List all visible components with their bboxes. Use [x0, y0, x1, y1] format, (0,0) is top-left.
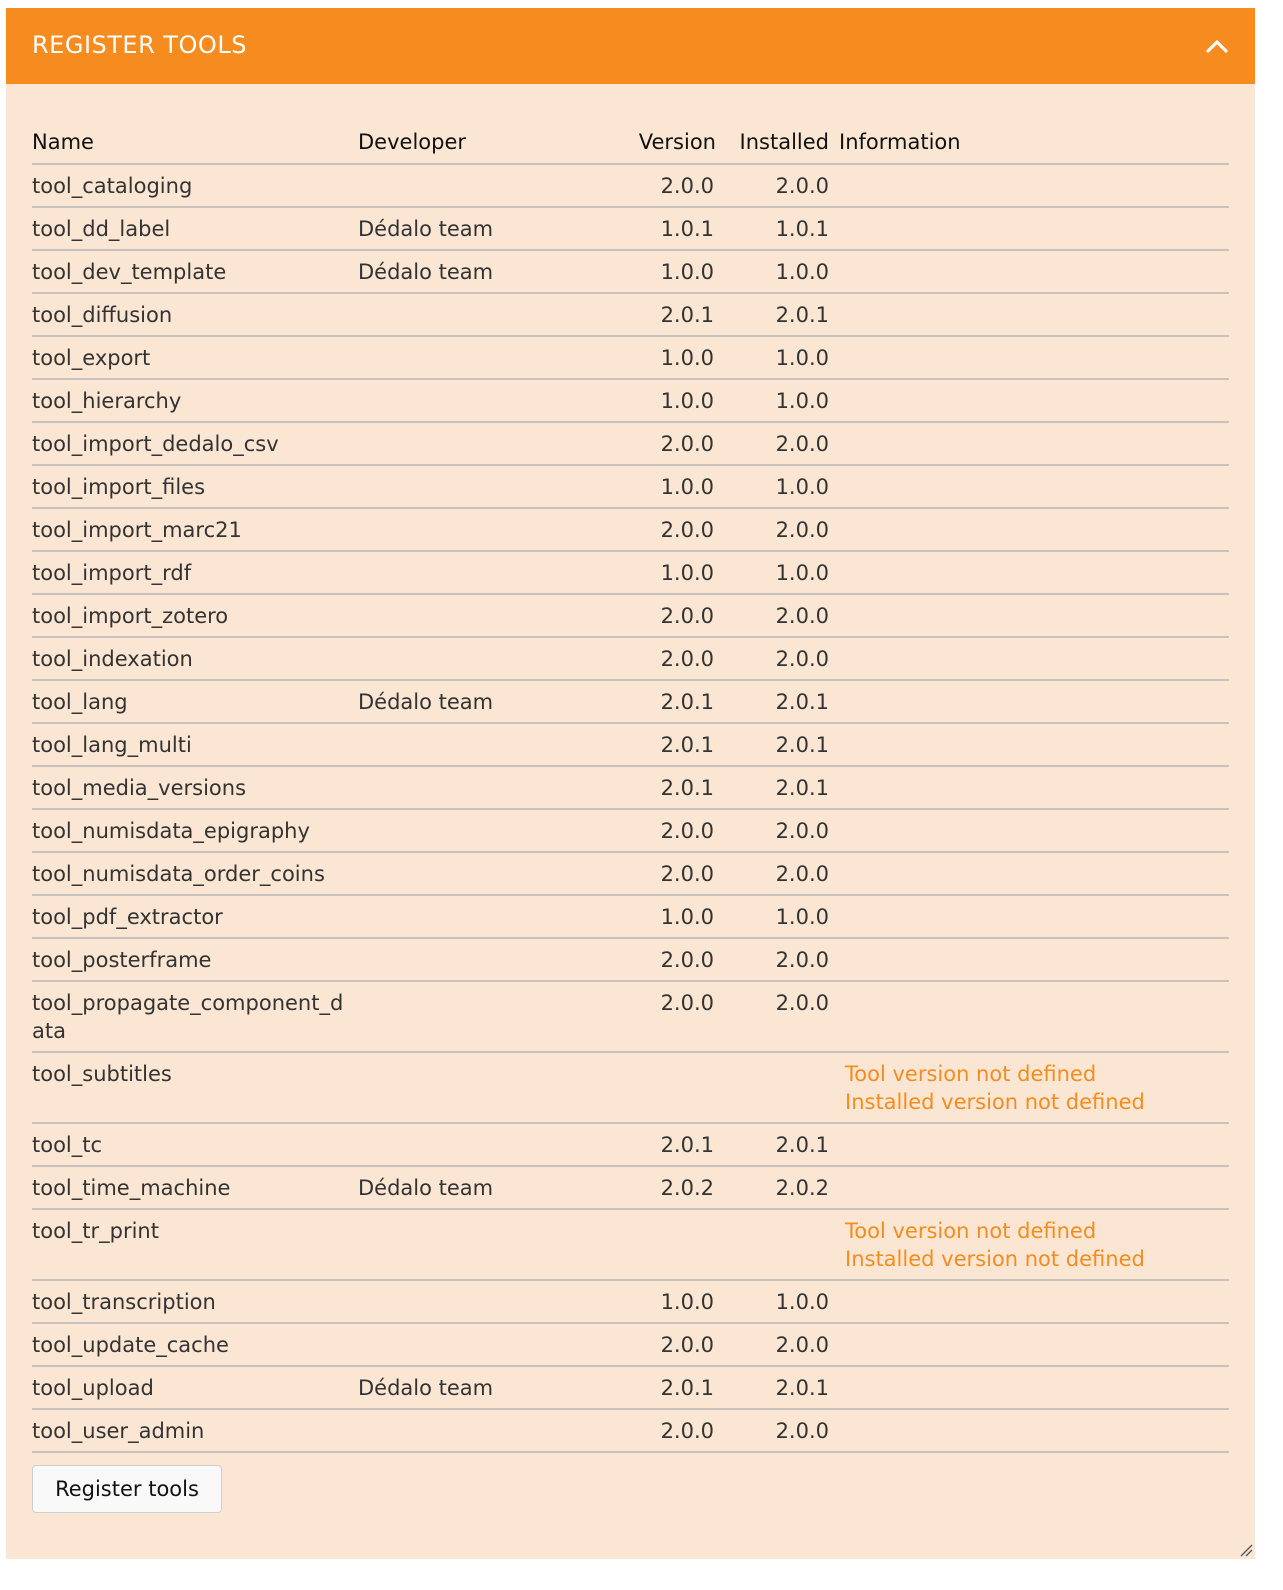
- version-cell: 2.0.0: [584, 594, 724, 637]
- warning-message: Installed version not defined: [845, 1090, 1145, 1114]
- tool-name-cell: tool_import_zotero: [32, 594, 358, 637]
- tool-name-cell: tool_update_cache: [32, 1323, 358, 1366]
- installed-version-cell: 1.0.0: [724, 1280, 839, 1323]
- resize-grip-icon[interactable]: [1239, 1543, 1253, 1557]
- tool-name-cell: tool_time_machine: [32, 1166, 358, 1209]
- installed-version-cell: [724, 1052, 839, 1123]
- tool-name-cell: tool_import_files: [32, 465, 358, 508]
- installed-version-cell: 2.0.1: [724, 680, 839, 723]
- information-cell: [839, 207, 1229, 250]
- table-row: [32, 465, 1229, 508]
- version-cell: 2.0.0: [584, 508, 724, 551]
- information-cell: [839, 895, 1229, 938]
- version-cell: 2.0.0: [584, 1323, 724, 1366]
- tool-name-cell: tool_propagate_component_data: [32, 981, 358, 1052]
- developer-cell: [358, 293, 584, 336]
- developer-cell: [358, 551, 584, 594]
- chevron-up-icon[interactable]: [1203, 32, 1231, 60]
- installed-version-cell: 2.0.0: [724, 422, 839, 465]
- information-cell: [839, 508, 1229, 551]
- installed-version-cell: 2.0.1: [724, 293, 839, 336]
- developer-cell: [358, 379, 584, 422]
- information-cell: [839, 1052, 1229, 1123]
- version-cell: 1.0.0: [584, 1280, 724, 1323]
- information-cell: [839, 852, 1229, 895]
- information-cell: [839, 938, 1229, 981]
- table-row: [32, 293, 1229, 336]
- tool-name-cell: tool_transcription: [32, 1280, 358, 1323]
- version-cell: 2.0.1: [584, 680, 724, 723]
- tools-table: [32, 120, 1229, 1453]
- version-cell: [584, 1209, 724, 1280]
- panel-title: REGISTER TOOLS: [32, 31, 247, 59]
- version-cell: 1.0.1: [584, 207, 724, 250]
- version-cell: [584, 1052, 724, 1123]
- developer-cell: Dédalo team: [358, 1366, 584, 1409]
- developer-cell: [358, 1409, 584, 1452]
- version-cell: 2.0.0: [584, 637, 724, 680]
- version-cell: 2.0.0: [584, 1409, 724, 1452]
- warning-message: Installed version not defined: [845, 1247, 1145, 1271]
- table-row: [32, 981, 1229, 1052]
- developer-cell: [358, 852, 584, 895]
- version-cell: 1.0.0: [584, 465, 724, 508]
- table-row: [32, 680, 1229, 723]
- developer-cell: [358, 164, 584, 207]
- register-tools-panel: [6, 8, 1255, 1559]
- table-row: [32, 250, 1229, 293]
- developer-cell: [358, 766, 584, 809]
- table-row: [32, 1323, 1229, 1366]
- tool-name-cell: tool_numisdata_epigraphy: [32, 809, 358, 852]
- table-row: [32, 1209, 1229, 1280]
- information-cell: [839, 1366, 1229, 1409]
- table-row: [32, 637, 1229, 680]
- version-cell: 2.0.1: [584, 1123, 724, 1166]
- developer-cell: [358, 895, 584, 938]
- installed-version-cell: 2.0.0: [724, 1323, 839, 1366]
- developer-cell: [358, 938, 584, 981]
- information-cell: [839, 336, 1229, 379]
- developer-cell: Dédalo team: [358, 1166, 584, 1209]
- installed-version-cell: 1.0.0: [724, 250, 839, 293]
- table-row: [32, 895, 1229, 938]
- version-cell: 2.0.1: [584, 293, 724, 336]
- tool-name-cell: tool_export: [32, 336, 358, 379]
- table-row: [32, 852, 1229, 895]
- table-row: [32, 379, 1229, 422]
- tool-name-cell: tool_pdf_extractor: [32, 895, 358, 938]
- installed-version-cell: 2.0.1: [724, 723, 839, 766]
- developer-cell: [358, 465, 584, 508]
- tool-name-cell: tool_posterframe: [32, 938, 358, 981]
- version-cell: 2.0.1: [584, 1366, 724, 1409]
- tool-name-cell: tool_import_rdf: [32, 551, 358, 594]
- tool-name-cell: tool_diffusion: [32, 293, 358, 336]
- tool-name-cell: tool_dd_label: [32, 207, 358, 250]
- table-row: [32, 1052, 1229, 1123]
- tool-name-cell: tool_hierarchy: [32, 379, 358, 422]
- register-tools-button[interactable]: Register tools: [32, 1465, 222, 1513]
- column-header-version: Version: [584, 120, 724, 164]
- tool-name-cell: tool_import_marc21: [32, 508, 358, 551]
- tool-name-cell: tool_tc: [32, 1123, 358, 1166]
- installed-version-cell: 2.0.0: [724, 852, 839, 895]
- information-cell: [839, 379, 1229, 422]
- table-row: [32, 1123, 1229, 1166]
- version-cell: 2.0.0: [584, 981, 724, 1052]
- developer-cell: [358, 809, 584, 852]
- table-row: [32, 1366, 1229, 1409]
- version-cell: 2.0.0: [584, 422, 724, 465]
- panel-header[interactable]: [6, 8, 1255, 84]
- version-cell: 1.0.0: [584, 551, 724, 594]
- column-header-name: Name: [32, 120, 358, 164]
- installed-version-cell: 2.0.0: [724, 164, 839, 207]
- developer-cell: [358, 1052, 584, 1123]
- table-row: [32, 207, 1229, 250]
- information-cell: [839, 809, 1229, 852]
- developer-cell: Dédalo team: [358, 207, 584, 250]
- version-cell: 1.0.0: [584, 250, 724, 293]
- table-row: [32, 336, 1229, 379]
- information-cell: [839, 551, 1229, 594]
- installed-version-cell: 2.0.0: [724, 637, 839, 680]
- table-row: [32, 422, 1229, 465]
- developer-cell: [358, 981, 584, 1052]
- tool-name-cell: tool_dev_template: [32, 250, 358, 293]
- developer-cell: Dédalo team: [358, 680, 584, 723]
- warning-message: Tool version not defined: [845, 1219, 1097, 1243]
- table-row: [32, 594, 1229, 637]
- table-row: [32, 164, 1229, 207]
- version-cell: 1.0.0: [584, 895, 724, 938]
- installed-version-cell: 2.0.0: [724, 1409, 839, 1452]
- tool-name-cell: tool_import_dedalo_csv: [32, 422, 358, 465]
- developer-cell: [358, 336, 584, 379]
- developer-cell: [358, 422, 584, 465]
- version-cell: 2.0.0: [584, 852, 724, 895]
- developer-cell: [358, 594, 584, 637]
- information-cell: [839, 723, 1229, 766]
- installed-version-cell: 1.0.0: [724, 465, 839, 508]
- information-cell: [839, 293, 1229, 336]
- information-cell: [839, 981, 1229, 1052]
- version-cell: 2.0.0: [584, 938, 724, 981]
- table-row: [32, 723, 1229, 766]
- installed-version-cell: 2.0.0: [724, 809, 839, 852]
- table-row: [32, 551, 1229, 594]
- tool-name-cell: tool_lang: [32, 680, 358, 723]
- installed-version-cell: 2.0.0: [724, 938, 839, 981]
- information-cell: [839, 1209, 1229, 1280]
- information-cell: [839, 594, 1229, 637]
- developer-cell: [358, 1209, 584, 1280]
- tool-name-cell: tool_user_admin: [32, 1409, 358, 1452]
- information-cell: [839, 766, 1229, 809]
- version-cell: 1.0.0: [584, 336, 724, 379]
- version-cell: 2.0.0: [584, 809, 724, 852]
- information-cell: [839, 465, 1229, 508]
- installed-version-cell: 2.0.1: [724, 766, 839, 809]
- tool-name-cell: tool_tr_print: [32, 1209, 358, 1280]
- version-cell: 1.0.0: [584, 379, 724, 422]
- installed-version-cell: 2.0.0: [724, 981, 839, 1052]
- installed-version-cell: 1.0.0: [724, 336, 839, 379]
- version-cell: 2.0.1: [584, 766, 724, 809]
- table-row: [32, 766, 1229, 809]
- column-header-developer: Developer: [358, 120, 584, 164]
- information-cell: [839, 1166, 1229, 1209]
- information-cell: [839, 250, 1229, 293]
- warning-message: Tool version not defined: [845, 1062, 1097, 1086]
- information-cell: [839, 422, 1229, 465]
- installed-version-cell: 2.0.2: [724, 1166, 839, 1209]
- installed-version-cell: 2.0.1: [724, 1366, 839, 1409]
- version-cell: 2.0.1: [584, 723, 724, 766]
- tool-name-cell: tool_indexation: [32, 637, 358, 680]
- tool-name-cell: tool_media_versions: [32, 766, 358, 809]
- installed-version-cell: 1.0.0: [724, 551, 839, 594]
- information-cell: [839, 164, 1229, 207]
- information-cell: [839, 680, 1229, 723]
- developer-cell: [358, 1123, 584, 1166]
- installed-version-cell: 2.0.0: [724, 594, 839, 637]
- installed-version-cell: [724, 1209, 839, 1280]
- installed-version-cell: 2.0.1: [724, 1123, 839, 1166]
- table-row: [32, 1409, 1229, 1452]
- information-cell: [839, 1123, 1229, 1166]
- table-row: [32, 938, 1229, 981]
- installed-version-cell: 2.0.0: [724, 508, 839, 551]
- information-cell: [839, 1409, 1229, 1452]
- table-row: [32, 1280, 1229, 1323]
- table-header-row: [32, 120, 1229, 164]
- column-header-information: Information: [839, 120, 1229, 164]
- information-cell: [839, 637, 1229, 680]
- developer-cell: [358, 637, 584, 680]
- version-cell: 2.0.0: [584, 164, 724, 207]
- table-row: [32, 809, 1229, 852]
- table-row: [32, 1166, 1229, 1209]
- installed-version-cell: 1.0.1: [724, 207, 839, 250]
- developer-cell: [358, 508, 584, 551]
- developer-cell: [358, 1280, 584, 1323]
- tool-name-cell: tool_upload: [32, 1366, 358, 1409]
- installed-version-cell: 1.0.0: [724, 895, 839, 938]
- column-header-installed: Installed: [724, 120, 839, 164]
- version-cell: 2.0.2: [584, 1166, 724, 1209]
- tool-name-cell: tool_lang_multi: [32, 723, 358, 766]
- tool-name-cell: tool_cataloging: [32, 164, 358, 207]
- information-cell: [839, 1280, 1229, 1323]
- table-row: [32, 508, 1229, 551]
- information-cell: [839, 1323, 1229, 1366]
- developer-cell: [358, 1323, 584, 1366]
- tools-table-body: [32, 164, 1229, 1452]
- tool-name-cell: tool_numisdata_order_coins: [32, 852, 358, 895]
- developer-cell: Dédalo team: [358, 250, 584, 293]
- tool-name-cell: tool_subtitles: [32, 1052, 358, 1123]
- developer-cell: [358, 723, 584, 766]
- installed-version-cell: 1.0.0: [724, 379, 839, 422]
